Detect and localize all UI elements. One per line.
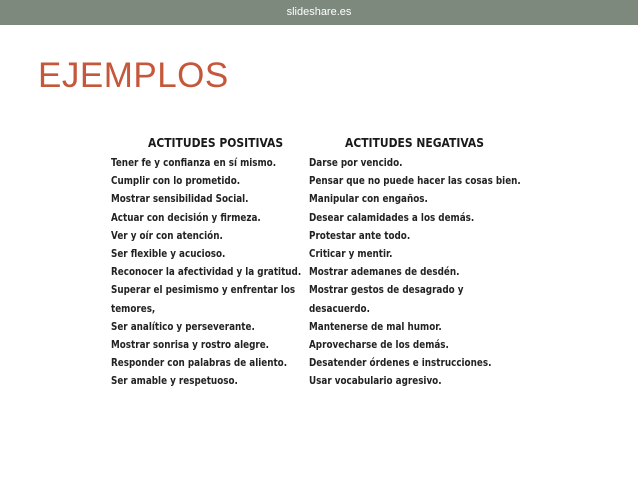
negative-attitudes-list xyxy=(309,154,521,391)
list-item: Darse por vencido. xyxy=(309,156,403,169)
positive-attitudes-column xyxy=(111,135,302,391)
negative-attitudes-column xyxy=(309,135,521,391)
slide-title: EJEMPLOS xyxy=(38,56,229,95)
list-item: Responder con palabras de aliento. xyxy=(111,356,288,370)
list-item: temores, xyxy=(111,301,156,315)
negative-attitudes-heading: ACTITUDES NEGATIVAS xyxy=(345,135,484,150)
list-item: Actuar con decisión y firmeza. xyxy=(111,210,261,224)
list-item: Mostrar gestos de desagrado y xyxy=(309,283,464,297)
list-item: Manipular con engaños. xyxy=(309,192,428,206)
list-item: Superar el pesimismo y enfrentar los xyxy=(111,283,296,297)
list-item: Usar vocabulario agresivo. xyxy=(309,374,442,388)
list-item: Pensar que no puede hacer las cosas bien. xyxy=(309,174,521,188)
list-item: Ver y oír con atención. xyxy=(111,228,223,242)
list-item: Tener fe y confianza en sí mismo. xyxy=(111,156,277,169)
list-item: Mantenerse de mal humor. xyxy=(309,319,442,333)
list-item: Cumplir con lo prometido. xyxy=(111,174,241,188)
list-item: Desatender órdenes e instrucciones. xyxy=(309,356,492,370)
top-bar xyxy=(0,0,638,25)
positive-attitudes-heading: ACTITUDES POSITIVAS xyxy=(148,135,284,150)
watermark: slideshare.es xyxy=(286,6,352,18)
list-item: Mostrar sensibilidad Social. xyxy=(111,192,249,206)
list-item: Ser amable y respetuoso. xyxy=(111,374,238,388)
list-item: Mostrar sonrisa y rostro alegre. xyxy=(111,338,270,352)
list-item: Criticar y mentir. xyxy=(309,247,393,261)
list-item: Reconocer la afectividad y la gratitud. xyxy=(111,265,302,279)
positive-attitudes-list xyxy=(111,154,302,391)
list-item: Ser analítico y perseverante. xyxy=(111,319,255,333)
list-item: Mostrar ademanes de desdén. xyxy=(309,265,460,279)
list-item: Aprovecharse de los demás. xyxy=(309,338,449,352)
list-item: Protestar ante todo. xyxy=(309,228,411,242)
list-item: desacuerdo. xyxy=(309,301,370,315)
list-item: Ser flexible y acucioso. xyxy=(111,247,226,261)
list-item: Desear calamidades a los demás. xyxy=(309,210,475,224)
